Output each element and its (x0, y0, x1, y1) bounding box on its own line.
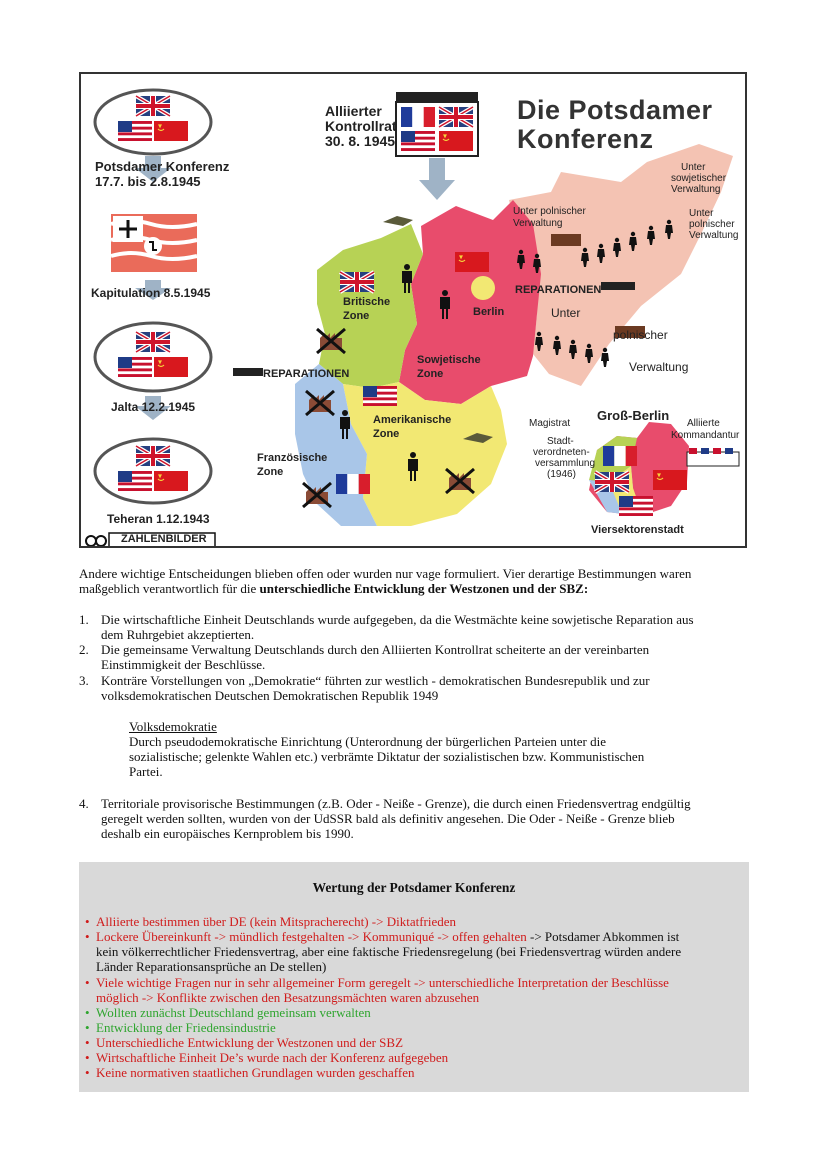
list-number: 1. (79, 612, 89, 627)
bullet-text: Länder Reparationsansprüche an De stellen) (96, 959, 327, 974)
definition-term: Volksdemokratie (129, 719, 217, 734)
bullet-text: Viele wichtige Fragen nur in sehr allgemeiner Form geregelt -> unterschiedliche Interpretation der Beschlüsse (96, 975, 669, 990)
intro-line-2-bold: unterschiedliche Entwicklung der Westzonen und der SBZ: (259, 581, 589, 596)
bullet-marker: • (85, 914, 90, 929)
map-title-line2: Konferenz (517, 124, 654, 154)
list-number: 3. (79, 673, 89, 688)
soviet-admin-label-1: Unter (681, 162, 706, 173)
wertung-title: Wertung der Potsdamer Konferenz (312, 880, 516, 895)
stadt-label-3: versammlung (535, 458, 596, 469)
kontrollrat-label-2: Kontrollrat (325, 118, 397, 134)
list-number: 4. (79, 796, 89, 811)
stadt-label-1: Stadt- (547, 436, 574, 447)
bullet-marker: • (85, 929, 90, 944)
soviet-admin-label-2: sowjetischer (671, 173, 727, 184)
list-item-text: Die gemeinsame Verwaltung Deutschlands durch den Alliierten Kontrollrat scheiterte an der vereinbarten (101, 642, 650, 657)
potsdam-label-1: Potsdamer Konferenz (95, 159, 230, 174)
list-item-text: volksdemokratischen Deutschen Demokratischen Republik 1949 (101, 688, 439, 703)
american-zone-label-2: Zone (373, 428, 400, 440)
viersektoren-label: Viersektorenstadt (591, 524, 684, 536)
bullet-marker: • (85, 975, 90, 990)
polish-admin-b-label-2: polnischer (689, 219, 735, 230)
intro-line-1: Andere wichtige Entscheidungen blieben offen oder wurden nur vage formuliert. Vier derartige Bestimmungen waren (79, 566, 692, 581)
kontrollrat-date: 30. 8. 1945 (325, 133, 396, 149)
british-zone-label-1: Britische (343, 296, 391, 308)
bullet-text: Lockere Übereinkunft -> mündlich festgehalten -> Kommuniqué -> offen gehalten (96, 929, 527, 944)
list-item-text: Einstimmigkeit der Beschlüsse. (101, 657, 266, 672)
french-zone-label-1: Französische (257, 452, 328, 464)
wertung-box (79, 862, 749, 1092)
bullet-marker: • (85, 1035, 90, 1050)
stadt-label-4: (1946) (547, 469, 576, 480)
definition-text: Durch pseudodemokratische Einrichtung (Unterordnung der bürgerlichen Parteien unter die (129, 734, 606, 749)
magistrat-label: Magistrat (529, 418, 571, 429)
list-item-text: Die wirtschaftliche Einheit Deutschlands wurde aufgegeben, da die Westmächte keine sowjetische Reparation aus (101, 612, 694, 627)
british-zone-label-2: Zone (343, 310, 370, 322)
intro-line-2 (79, 581, 749, 596)
control-council-flags (396, 92, 478, 200)
bullet-text: möglich -> Konflikte zwischen den Besatzungsmächten waren abzusehen (96, 990, 480, 1005)
bullet-text: -> Potsdamer Abkommen ist (526, 929, 680, 944)
bullet-text: Alliierte bestimmen über DE (kein Mitspracherecht) -> Diktatfrieden (96, 914, 457, 929)
bullet-marker: • (85, 1005, 90, 1020)
polish-admin-label-2: Verwaltung (513, 218, 563, 229)
list-item-text: geregelt werden sollten, wurden von der UdSSR bald als definitiv angesehen. Die Oder - Neiße - Grenze blieb (101, 811, 675, 826)
polish-admin-label-1: Unter polnischer (513, 206, 586, 217)
polish-admin-c-label-1: Unter (551, 306, 581, 320)
reparationen-east-label: REPARATIONEN (515, 284, 602, 296)
zahlenbilder-logo: ZAHLENBILDER (121, 533, 207, 545)
map-title-line1: Die Potsdamer (517, 95, 713, 125)
teheran-label: Teheran 1.12.1943 (107, 512, 210, 526)
american-zone-label-1: Amerikanische (373, 414, 452, 426)
polish-admin-c-label-2: polnischer (613, 328, 668, 342)
berlin-label: Berlin (473, 306, 505, 318)
soviet-admin-label-3: Verwaltung (671, 184, 721, 195)
gross-berlin-title: Groß-Berlin (597, 408, 670, 423)
potsdam-conference-infographic (79, 72, 747, 548)
bullet-marker: • (85, 1065, 90, 1080)
polish-admin-b-label-1: Unter (689, 208, 714, 219)
definition-text: sozialistische; gelenkte Wahlen etc.) verbrämte Diktatur der sozialistischen bzw. Kommunistischen (129, 749, 645, 764)
bullet-marker: • (85, 1020, 90, 1035)
soviet-zone-label-1: Sowjetische (417, 354, 481, 366)
list-item-text: Territoriale provisorische Bestimmungen (z.B. Oder - Neiße - Grenze), die durch einen Friedensvertrag endgültig (101, 796, 691, 811)
bullet-text: Keine normativen staatlichen Grundlagen wurden geschaffen (96, 1065, 415, 1080)
potsdam-label-2: 17.7. bis 2.8.1945 (95, 174, 201, 189)
intro-line-2-plain: maßgeblich verantwortlich für die (79, 581, 260, 596)
bullet-text: kein völkerrechtlicher Friedensvertrag, aber eine faktische Friedensregelung (bei Friedensvertrag würden andere (96, 944, 682, 959)
list-item-text: dem Ruhrgebiet akzeptierten. (101, 627, 255, 642)
soviet-zone-label-2: Zone (417, 368, 444, 380)
kontrollrat-label-1: Alliierter (325, 103, 382, 119)
kapitulation-label: Kapitulation 8.5.1945 (91, 286, 211, 300)
jalta-label: Jalta 12.2.1945 (111, 400, 196, 414)
bullet-text: Wirtschaftliche Einheit De’s wurde nach der Konferenz aufgegeben (96, 1050, 449, 1065)
reparationen-west-label: REPARATIONEN (263, 368, 350, 380)
alliierte-label-1: Alliierte (687, 418, 720, 429)
french-zone-label-2: Zone (257, 466, 284, 478)
bullet-marker: • (85, 1050, 90, 1065)
stadt-label-2: verordneten- (533, 447, 590, 458)
list-item-text: Konträre Vorstellungen von „Demokratie“ führten zur westlich - demokratischen Bundesrepublik und zur (101, 673, 650, 688)
definition-text: Partei. (129, 764, 163, 779)
bullet-text: Entwicklung der Friedensindustrie (96, 1020, 276, 1035)
intro-paragraph (79, 566, 749, 596)
polish-admin-b-label-3: Verwaltung (689, 230, 739, 241)
volksdemokratie-definition (129, 719, 719, 779)
bullet-text: Wollten zunächst Deutschland gemeinsam verwalten (96, 1005, 371, 1020)
list-item-text: deshalb ein europäisches Kernproblem bis 1990. (101, 826, 354, 841)
bullet-text: Unterschiedliche Entwicklung der Westzonen und der SBZ (96, 1035, 404, 1050)
list-number: 2. (79, 642, 89, 657)
alliierte-label-2: Kommandantur (671, 430, 740, 441)
polish-admin-c-label-3: Verwaltung (629, 360, 689, 374)
